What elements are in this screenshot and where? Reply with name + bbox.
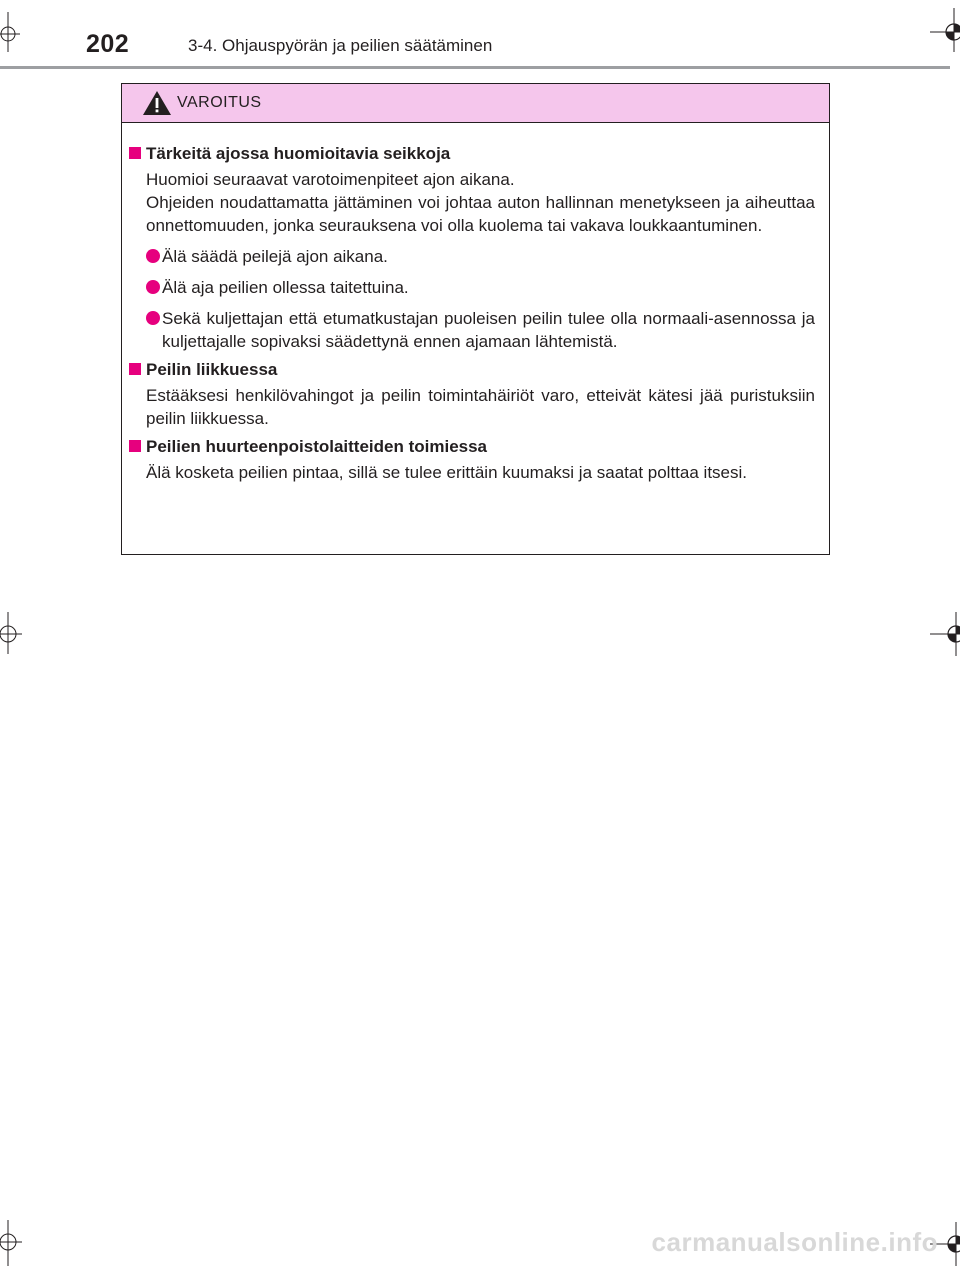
warning-topic [122, 143, 815, 353]
warning-header [122, 84, 829, 123]
registration-mark-icon [930, 8, 960, 52]
bullet-text: Älä aja peilien ollessa taitettuina. [162, 278, 409, 297]
topic-paragraph: Estääksesi henkilövahingot ja peilin toimintahäiriöt varo, etteivät kätesi jää puristuksiin peilin liikkuessa. [146, 386, 815, 428]
topic-heading [122, 436, 815, 458]
topic-heading [122, 143, 815, 165]
warning-topic [122, 359, 815, 430]
registration-mark-icon [0, 12, 24, 52]
registration-mark-icon [0, 610, 24, 654]
registration-mark-icon [0, 1220, 24, 1266]
circle-bullet-icon [146, 311, 160, 325]
bullet-item [122, 245, 815, 268]
topic-heading-text: Tärkeitä ajossa huomioitavia seikkoja [146, 144, 451, 163]
square-bullet-icon [129, 440, 141, 452]
circle-bullet-icon [146, 280, 160, 294]
warning-body [122, 123, 829, 484]
square-bullet-icon [129, 147, 141, 159]
bullet-text: Älä säädä peilejä ajon aikana. [162, 247, 388, 266]
warning-title: VAROITUS [177, 94, 262, 111]
topic-heading-text: Peilin liikkuessa [146, 360, 278, 379]
section-title: 3-4. Ohjauspyörän ja peilien säätäminen [188, 36, 493, 55]
bullet-text: Sekä kuljettajan että etumatkustajan puoleisen peilin tulee olla normaali-asennossa ja kuljettajalle sopivaksi säädettynä ennen ajamaan lähtemistä. [162, 309, 815, 351]
topic-heading-text: Peilien huurteenpoistolaitteiden toimiessa [146, 437, 488, 456]
warning-triangle-icon [142, 90, 172, 116]
registration-mark-icon [930, 612, 960, 656]
bullet-item [122, 307, 815, 353]
topic-paragraph: Huomioi seuraavat varotoimenpiteet ajon aikana. [146, 170, 515, 189]
topic-paragraph: Ohjeiden noudattamatta jättäminen voi johtaa auton hallinnan menetykseen ja aiheuttaa onnettomuuden, jonka seurauksena voi olla kuolema tai vakava loukkaantuminen. [146, 193, 815, 235]
warning-box [121, 83, 830, 555]
bullet-item [122, 276, 815, 299]
topic-heading [122, 359, 815, 381]
page-number: 202 [86, 30, 130, 58]
square-bullet-icon [129, 363, 141, 375]
circle-bullet-icon [146, 249, 160, 263]
watermark: carmanualsonline.info [651, 1227, 938, 1257]
warning-topic [122, 436, 815, 484]
topic-paragraph: Älä kosketa peilien pintaa, sillä se tulee erittäin kuumaksi ja saatat polttaa itsesi. [146, 463, 747, 482]
header-divider [0, 66, 950, 69]
